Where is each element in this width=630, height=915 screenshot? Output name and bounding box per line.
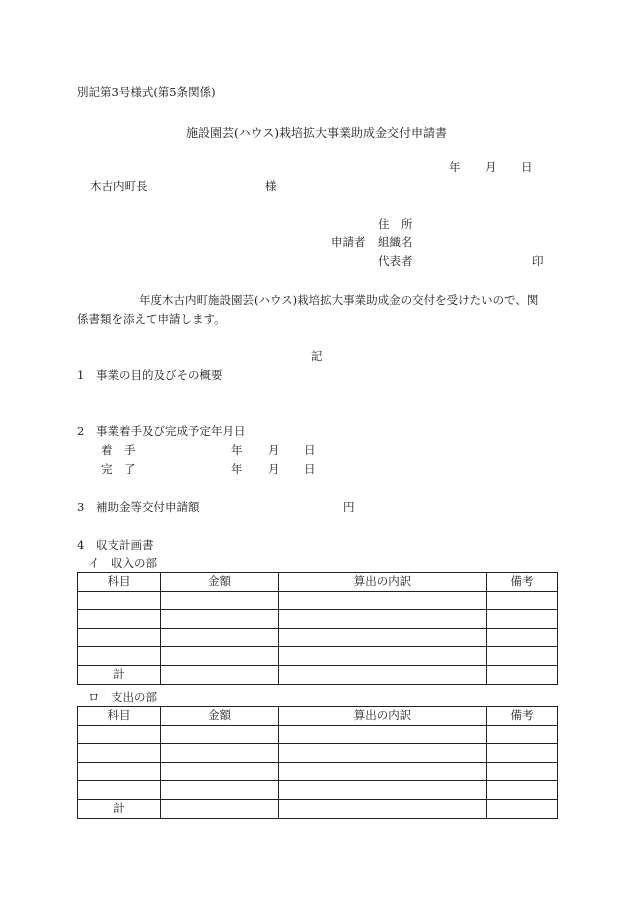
end-label: 完 了 — [101, 462, 136, 476]
income-cell[interactable] — [161, 591, 279, 610]
income-row — [78, 647, 558, 666]
expense-total-label: 計 — [78, 799, 161, 818]
applicant-org-label: 組織名 — [378, 235, 413, 249]
expense-total-row — [78, 799, 558, 818]
date-day-label: 日 — [521, 160, 533, 174]
income-cell[interactable] — [78, 647, 161, 666]
expense-cell[interactable] — [487, 762, 558, 781]
section2-title: 事業着手及び完成予定年月日 — [96, 424, 246, 438]
income-cell[interactable] — [161, 665, 279, 684]
date-year-label: 年 — [449, 160, 461, 174]
expense-cell[interactable] — [487, 781, 558, 800]
section3-title: 補助金等交付申請額 — [96, 500, 200, 514]
expense-header-row — [78, 707, 558, 726]
section3-number: 3 — [77, 500, 85, 514]
income-cell[interactable] — [161, 610, 279, 629]
income-total-label: 計 — [78, 665, 161, 684]
income-cell[interactable] — [279, 610, 487, 629]
end-year-label: 年 — [231, 462, 243, 476]
expense-cell[interactable] — [487, 744, 558, 763]
expense-cell[interactable] — [78, 744, 161, 763]
start-year-label: 年 — [231, 443, 243, 457]
expense-cell[interactable] — [161, 725, 279, 744]
income-cell[interactable] — [487, 610, 558, 629]
expense-cell[interactable] — [78, 762, 161, 781]
section4-number: 4 — [77, 538, 85, 552]
applicant-address-label: 住 所 — [378, 217, 413, 231]
income-header-subject: 科目 — [78, 573, 161, 592]
amount-unit: 円 — [343, 500, 355, 514]
income-total-row — [78, 665, 558, 684]
expense-cell[interactable] — [161, 781, 279, 800]
expense-header-remarks: 備考 — [487, 707, 558, 726]
income-row — [78, 628, 558, 647]
section1-number: 1 — [77, 368, 85, 382]
addressee-name: 木古内町長 — [90, 179, 148, 193]
income-header-amount: 金額 — [161, 573, 279, 592]
section4-title: 収支計画書 — [96, 538, 154, 552]
applicant-label: 申請者 — [331, 235, 366, 249]
expense-header-subject: 科目 — [78, 707, 161, 726]
income-cell[interactable] — [78, 591, 161, 610]
income-cell[interactable] — [279, 665, 487, 684]
income-cell[interactable] — [279, 647, 487, 666]
income-cell[interactable] — [487, 647, 558, 666]
expense-cell[interactable] — [78, 725, 161, 744]
start-label: 着 手 — [101, 443, 136, 457]
end-month-label: 月 — [268, 462, 280, 476]
expense-heading: ロ 支出の部 — [88, 690, 157, 704]
document-title: 施設園芸(ハウス)栽培拡大事業助成金交付申請書 — [186, 126, 448, 140]
expense-row — [78, 744, 558, 763]
income-row — [78, 591, 558, 610]
income-table — [77, 572, 558, 685]
expense-header-breakdown: 算出の内訳 — [279, 707, 487, 726]
body-text-line2: 係書類を添えて申請します。 — [77, 312, 226, 326]
section2-number: 2 — [77, 424, 85, 438]
income-cell[interactable] — [279, 628, 487, 647]
expense-row — [78, 725, 558, 744]
income-cell[interactable] — [161, 628, 279, 647]
expense-cell[interactable] — [487, 725, 558, 744]
start-month-label: 月 — [268, 443, 280, 457]
expense-cell[interactable] — [279, 762, 487, 781]
seal-mark: 印 — [532, 254, 544, 268]
expense-cell[interactable] — [161, 799, 279, 818]
income-cell[interactable] — [487, 591, 558, 610]
income-cell[interactable] — [279, 591, 487, 610]
expense-header-amount: 金額 — [161, 707, 279, 726]
income-cell[interactable] — [161, 647, 279, 666]
expense-cell[interactable] — [78, 781, 161, 800]
income-cell[interactable] — [487, 628, 558, 647]
applicant-rep-label: 代表者 — [378, 254, 413, 268]
date-month-label: 月 — [485, 160, 497, 174]
expense-cell[interactable] — [161, 744, 279, 763]
expense-cell[interactable] — [279, 744, 487, 763]
ki-heading: 記 — [311, 349, 323, 363]
income-header-breakdown: 算出の内訳 — [279, 573, 487, 592]
income-heading: イ 収入の部 — [88, 556, 157, 570]
expense-cell[interactable] — [161, 762, 279, 781]
income-header-row — [78, 573, 558, 592]
income-cell[interactable] — [78, 610, 161, 629]
income-row — [78, 610, 558, 629]
section1-title: 事業の目的及びその概要 — [96, 368, 223, 382]
expense-table — [77, 706, 558, 819]
expense-row — [78, 762, 558, 781]
body-text-line1: 年度木古内町施設園芸(ハウス)栽培拡大事業助成金の交付を受けたいので、関 — [139, 293, 539, 307]
form-reference: 別記第3号様式(第5条関係) — [77, 85, 216, 99]
income-header-remarks: 備考 — [487, 573, 558, 592]
expense-cell[interactable] — [279, 781, 487, 800]
expense-cell[interactable] — [279, 725, 487, 744]
addressee-honorific: 様 — [265, 179, 277, 193]
expense-row — [78, 781, 558, 800]
end-day-label: 日 — [304, 462, 316, 476]
expense-cell[interactable] — [487, 799, 558, 818]
expense-cell[interactable] — [279, 799, 487, 818]
income-cell[interactable] — [487, 665, 558, 684]
income-cell[interactable] — [78, 628, 161, 647]
start-day-label: 日 — [304, 443, 316, 457]
